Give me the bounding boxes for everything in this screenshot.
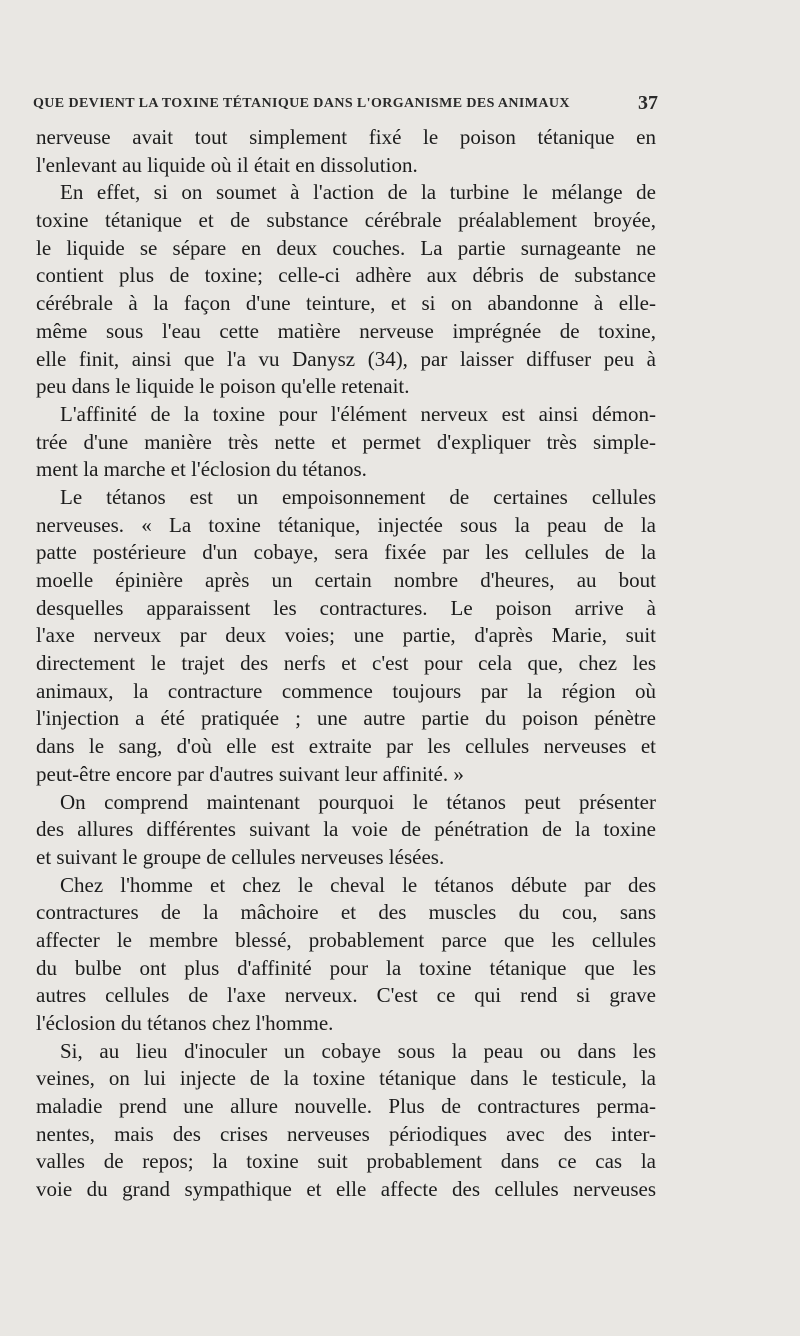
text-line: valles de repos; la toxine suit probablement dans ce cas la	[36, 1149, 656, 1174]
text-line: nerveuses. « La toxine tétanique, injectée sous la peau de la	[36, 512, 656, 537]
text-line: cérébrale à la façon d'une teinture, et si on abandonne à elle-	[36, 291, 656, 316]
text-line: l'injection a été pratiquée ; une autre partie du poison pénètre	[36, 706, 656, 731]
text-line: des allures différentes suivant la voie de pénétration de la toxine	[36, 817, 656, 842]
text-line: l'éclosion du tétanos chez l'homme.	[36, 1011, 334, 1035]
text-line: nerveuse avait tout simplement fixé le poison tétanique en	[36, 125, 656, 149]
text-line: trée d'une manière très nette et permet d'expliquer très simple-	[36, 429, 656, 454]
text-line: l'axe nerveux par deux voies; une partie, d'après Marie, suit	[36, 623, 656, 648]
text-line: desquelles apparaissent les contractures. Le poison arrive à	[36, 595, 656, 620]
text-line: Le tétanos est un empoisonnement de certaines cellules	[60, 484, 656, 509]
text-line: elle finit, ainsi que l'a vu Danysz (34), par laisser diffuser peu à	[36, 346, 656, 371]
text-line: l'enlevant au liquide où il était en dissolution.	[36, 152, 418, 177]
text-line: dans le sang, d'où elle est extraite par les cellules nerveuses et	[36, 734, 656, 759]
text-line: contient plus de toxine; celle-ci adhère aux débris de substance	[36, 263, 656, 288]
text-line: peut-être encore par d'autres suivant leur affinité. »	[36, 761, 464, 786]
text-line: autres cellules de l'axe nerveux. C'est ce qui rend si grave	[36, 983, 656, 1008]
text-line: le liquide se sépare en deux couches. La partie surnageante ne	[36, 235, 656, 260]
text-line: même sous l'eau cette matière nerveuse imprégnée de toxine,	[36, 318, 656, 343]
text-line: contractures de la mâchoire et des muscles du cou, sans	[36, 900, 656, 925]
text-line: moelle épinière après un certain nombre d'heures, au bout	[36, 568, 656, 592]
text-line: peu dans le liquide le poison qu'elle retenait.	[36, 374, 410, 399]
text-line: Si, au lieu d'inoculer un cobaye sous la peau ou dans les	[60, 1038, 656, 1063]
text-line: du bulbe ont plus d'affinité pour la toxine tétanique que les	[36, 955, 656, 980]
text-line: ment la marche et l'éclosion du tétanos.	[36, 457, 367, 482]
text-line: directement le trajet des nerfs et c'est pour cela que, chez les	[36, 651, 656, 676]
text-line: Chez l'homme et chez le cheval le tétanos débute par des	[60, 872, 656, 897]
text-line: En effet, si on soumet à l'action de la turbine le mélange de	[60, 180, 656, 205]
running-header-title: QUE DEVIENT LA TOXINE TÉTANIQUE DANS L'ORGANISME DES ANIMAUX	[33, 96, 570, 111]
body-text	[36, 124, 656, 1204]
text-line: veines, on lui injecte de la toxine tétanique dans le testicule, la	[36, 1066, 656, 1091]
text-line: L'affinité de la toxine pour l'élément nerveux est ainsi démon-	[60, 401, 656, 426]
text-line: toxine tétanique et de substance cérébrale préalablement broyée,	[36, 208, 656, 233]
text-line: animaux, la contracture commence toujours par la région où	[36, 678, 656, 703]
text-line: On comprend maintenant pourquoi le tétanos peut présenter	[60, 789, 656, 814]
text-line: et suivant le groupe de cellules nerveuses lésées.	[36, 844, 445, 869]
text-line: affecter le membre blessé, probablement parce que les cellules	[36, 927, 656, 952]
text-line: maladie prend une allure nouvelle. Plus de contractures perma-	[36, 1094, 656, 1119]
text-line: nentes, mais des crises nerveuses périodiques avec des inter-	[36, 1121, 656, 1146]
text-line: voie du grand sympathique et elle affecte des cellules nerveuses	[36, 1177, 656, 1202]
page-number: 37	[638, 92, 658, 114]
text-line: patte postérieure d'un cobaye, sera fixée par les cellules de la	[36, 540, 656, 565]
